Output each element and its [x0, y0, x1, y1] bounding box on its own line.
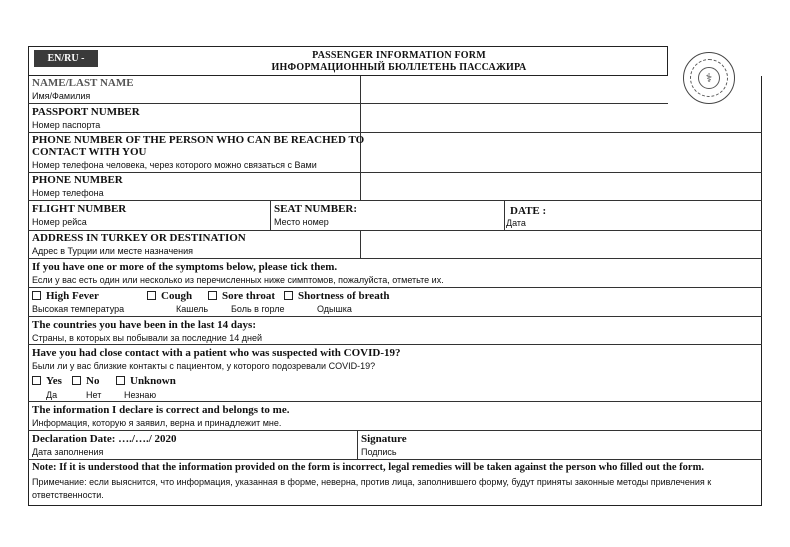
covid-contact-question-en: Have you had close contact with a patient who was suspected with COVID-19? [32, 347, 401, 359]
checkbox-icon [208, 291, 217, 300]
note-en: Note: If it is understood that the information provided on the form is incorrect, legal remedies will be taken against the person who filled out the form. [32, 462, 704, 473]
contact-phone-label-en-2: CONTACT WITH YOU [32, 146, 147, 158]
symptoms-question-ru: Если у вас есть один или несколько из перечисленных ниже симптомов, пожалуйста, отметьте их. [32, 275, 444, 285]
countries-label-ru: Страны, в которых вы побывали за последние 14 дней [32, 333, 263, 343]
phone-input[interactable] [362, 174, 760, 198]
address-label-en: ADDRESS IN TURKEY OR DESTINATION [32, 232, 246, 244]
date-label-en: DATE : [510, 205, 547, 217]
symptom-cough-checkbox[interactable]: Cough [147, 290, 192, 302]
contact-unknown-checkbox[interactable]: Unknown [116, 375, 176, 387]
symptom-shortness-checkbox[interactable]: Shortness of breath [284, 290, 389, 302]
symptoms-question-en: If you have one or more of the symptoms below, please tick them. [32, 261, 338, 273]
passport-label-en: PASSPORT NUMBER [32, 106, 140, 118]
name-input[interactable] [362, 77, 662, 102]
symptom-cough-ru: Кашель [176, 304, 209, 314]
symptom-shortness-ru: Одышка [317, 304, 352, 314]
covid-contact-question-ru: Были ли у вас близкие контакты с пациентом, у которого подозревали COVID-19? [32, 361, 376, 371]
ministry-seal-icon: ⚕ [683, 52, 735, 104]
checkbox-icon [147, 291, 156, 300]
symptom-fever-checkbox[interactable]: High Fever [32, 290, 99, 302]
contact-no-ru: Нет [86, 390, 102, 400]
symptom-fever-ru: Высокая температура [32, 304, 125, 314]
passport-label-ru: Номер паспорта [32, 120, 101, 130]
seat-label-en: SEAT NUMBER: [274, 203, 358, 215]
phone-label-en: PHONE NUMBER [32, 174, 123, 186]
form-title-en: PASSENGER INFORMATION FORM [312, 50, 486, 61]
checkbox-icon [32, 376, 41, 385]
contact-yes-checkbox[interactable]: Yes [32, 375, 62, 387]
declaration-date-ru: Дата заполнения [32, 447, 104, 457]
header [28, 46, 668, 76]
contact-unknown-ru: Незнаю [124, 390, 157, 400]
flight-label-ru: Номер рейса [32, 217, 87, 227]
address-input[interactable] [362, 232, 760, 256]
language-tag: EN/RU - [34, 50, 98, 67]
declaration-statement-ru: Информация, которую я заявил, верна и принадлежит мне. [32, 418, 282, 428]
signature-input[interactable] [420, 432, 760, 458]
symptom-sore-throat-checkbox[interactable]: Sore throat [208, 290, 275, 302]
declaration-date-en[interactable]: Declaration Date: …./…./ 2020 [32, 433, 177, 445]
symptom-sore-throat-ru: Боль в горле [231, 304, 285, 314]
form-title-ru: ИНФОРМАЦИОННЫЙ БЮЛЛЕТЕНЬ ПАССАЖИРА [271, 62, 527, 73]
contact-no-checkbox[interactable]: No [72, 375, 99, 387]
contact-phone-label-ru: Номер телефона человека, через которого можно связаться с Вами [32, 160, 317, 170]
seat-label-ru: Место номер [274, 217, 329, 227]
name-label-ru: Имя/Фамилия [32, 91, 91, 101]
checkbox-icon [72, 376, 81, 385]
name-label-en: NAME/LAST NAME [32, 77, 134, 89]
phone-label-ru: Номер телефона [32, 188, 104, 198]
note-ru-line1: Примечание: если выяснится, что информация, указанная в форме, неверна, против лица, заполнившего форму, будут приняты законные методы привлечения к [32, 477, 712, 487]
contact-phone-label-en-1: PHONE NUMBER OF THE PERSON WHO CAN BE REACHED TO [32, 134, 365, 146]
checkbox-icon [284, 291, 293, 300]
note-ru-line2: ответственности. [32, 490, 104, 500]
contact-yes-ru: Да [46, 390, 58, 400]
declaration-statement-en: The information I declare is correct and belongs to me. [32, 404, 290, 416]
checkbox-icon [116, 376, 125, 385]
contact-phone-input[interactable] [362, 134, 760, 170]
date-label-ru: Дата [506, 218, 526, 228]
passport-input[interactable] [362, 105, 760, 130]
flight-label-en: FLIGHT NUMBER [32, 203, 127, 215]
signature-label-ru: Подпись [361, 447, 397, 457]
countries-label-en: The countries you have been in the last 14 days: [32, 319, 256, 331]
signature-label-en: Signature [361, 433, 407, 445]
checkbox-icon [32, 291, 41, 300]
address-label-ru: Адрес в Турции или месте назначения [32, 246, 194, 256]
